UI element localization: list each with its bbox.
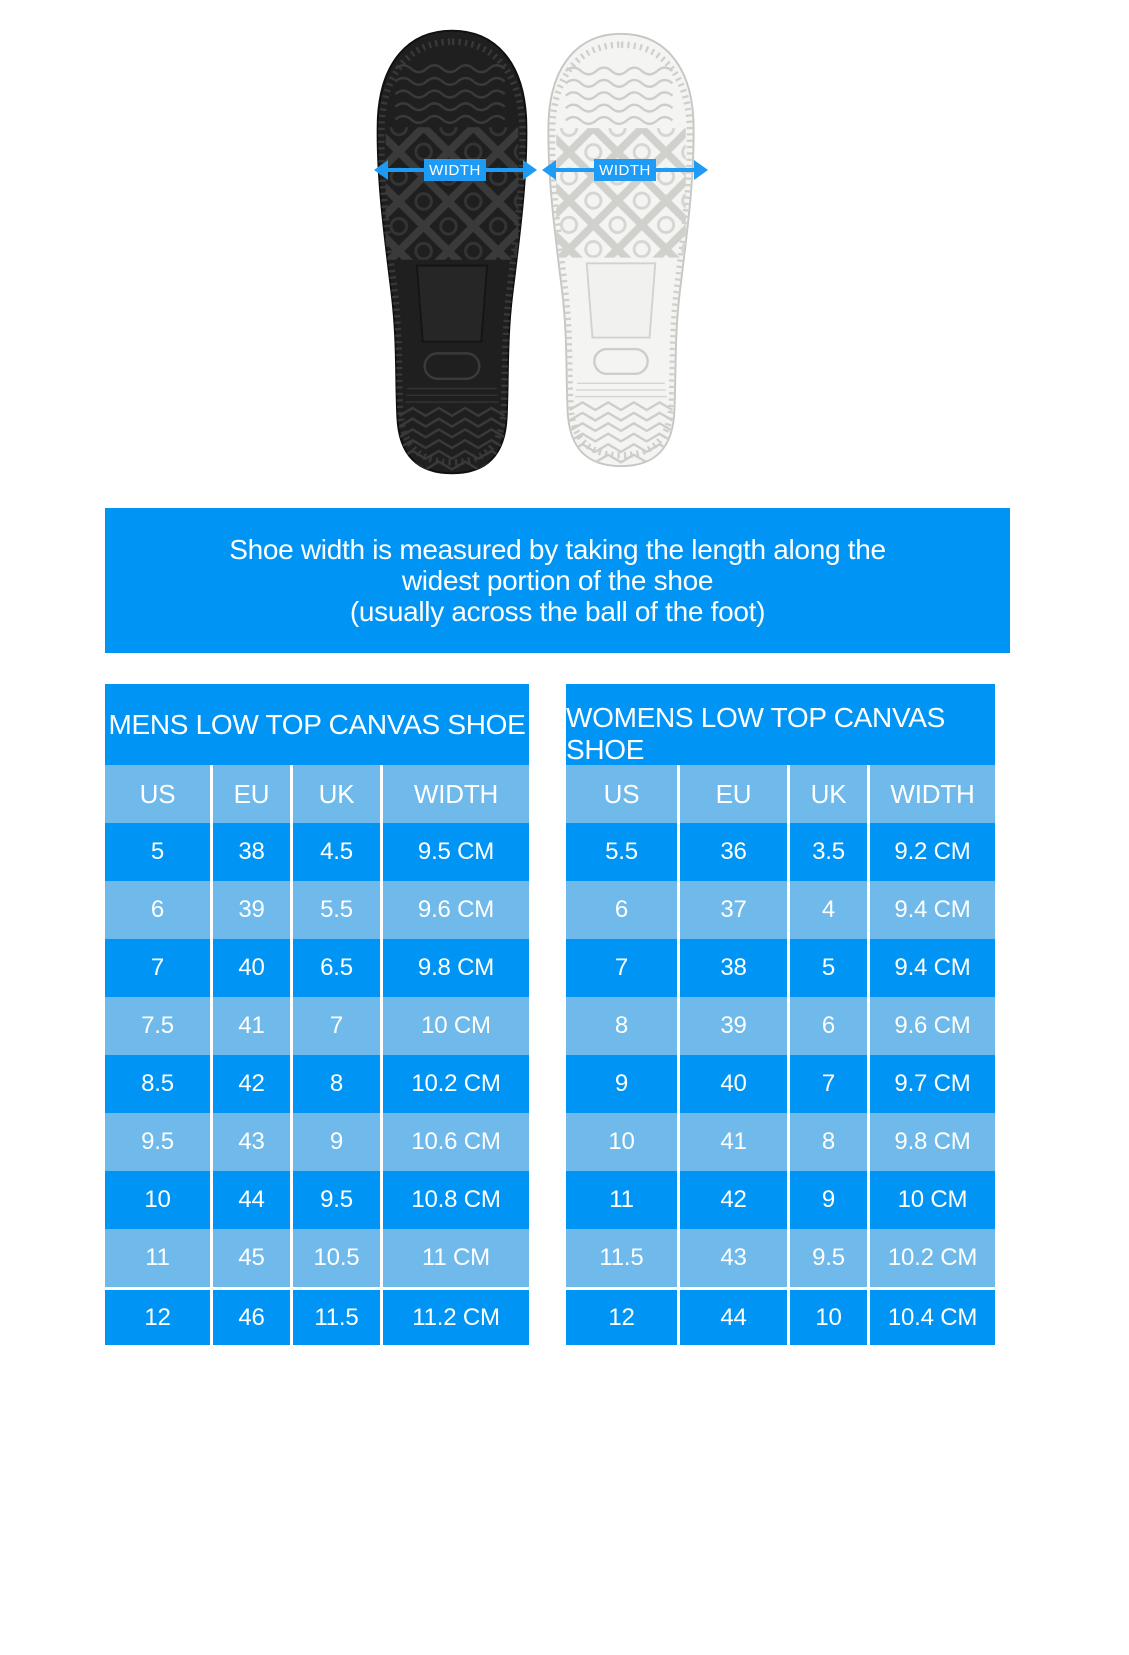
table-cell: 40 [677,1055,787,1113]
table-cell: 38 [210,823,290,881]
table-cell: 11 [609,1186,634,1213]
header-cell: US [139,778,176,809]
table-cell: 9.6 CM [380,881,529,939]
table-cell: 9 [787,1171,867,1229]
banner-line: Shoe width is measured by taking the length along the [229,534,886,565]
table-cell: 12 [608,1303,635,1331]
table-cell: 41 [677,1113,787,1171]
table-cell: 8 [614,1012,629,1039]
table-cell: 9.8 CM [867,1113,995,1171]
header-cell: EU [210,765,290,823]
table-cell: 8 [787,1113,867,1171]
table-row [105,1290,529,1345]
arrow-right-icon [694,160,708,180]
mens-size-table [105,684,529,1345]
header-cell: WIDTH [867,765,995,823]
table-row [105,823,529,881]
table-row [105,1113,529,1171]
table-cell: 10.4 CM [867,1290,995,1345]
table-cell: 5 [787,939,867,997]
table-row [105,1229,529,1287]
table-row [566,1229,995,1287]
table-cell: 9.8 CM [380,939,529,997]
table-row [566,1290,995,1345]
diamond-tread [556,128,685,257]
table-cell: 39 [677,997,787,1055]
table-cell: 10.2 CM [380,1055,529,1113]
table-cell: 6 [614,896,629,923]
table-cell: 41 [210,997,290,1055]
table-cell: 12 [144,1303,171,1331]
table-cell: 42 [677,1171,787,1229]
table-cell: 7 [150,954,165,981]
table-cell: 6.5 [290,939,380,997]
womens-size-table [566,684,995,1345]
table-title: WOMENS LOW TOP CANVAS SHOE [566,684,995,765]
table-cell: 10.8 CM [380,1171,529,1229]
banner-line: widest portion of the shoe [401,565,714,596]
table-cell: 38 [677,939,787,997]
header-cell: US [603,778,640,809]
header-cell: UK [787,765,867,823]
arrow-right-icon [523,160,537,180]
table-cell: 9.5 [141,1128,174,1155]
table-cell: 43 [210,1113,290,1171]
table-row [105,1171,529,1229]
table-cell: 40 [210,939,290,997]
table-header-row [566,765,995,823]
table-cell: 5.5 [290,881,380,939]
table-cell: 6 [150,896,165,923]
table-cell: 8 [290,1055,380,1113]
table-cell: 43 [677,1229,787,1287]
table-cell: 10.2 CM [867,1229,995,1287]
table-row [566,881,995,939]
white-sole-image [542,31,700,469]
table-cell: 10 [787,1290,867,1345]
table-cell: 7 [787,1055,867,1113]
table-cell: 9 [290,1113,380,1171]
table-cell: 36 [677,823,787,881]
table-cell: 44 [677,1290,787,1345]
header-cell: WIDTH [380,765,529,823]
table-cell: 11.2 CM [380,1290,529,1345]
table-cell: 7 [290,997,380,1055]
table-cell: 9.5 [787,1229,867,1287]
table-cell: 4.5 [290,823,380,881]
table-cell: 10 [608,1128,635,1155]
table-row [566,1171,995,1229]
table-cell: 3.5 [787,823,867,881]
header-cell: EU [677,765,787,823]
table-cell: 9.5 CM [380,823,529,881]
table-row [105,881,529,939]
width-arrow-white-sole [542,159,708,181]
table-title: MENS LOW TOP CANVAS SHOE [105,684,529,765]
table-cell: 9.4 CM [867,881,995,939]
table-cell: 10 CM [867,1171,995,1229]
table-cell: 7.5 [141,1012,174,1039]
table-cell: 46 [210,1290,290,1345]
table-cell: 9 [614,1070,629,1097]
table-header-row [105,765,529,823]
table-row [566,823,995,881]
table-row [105,997,529,1055]
diamond-tread [386,127,519,260]
table-cell: 10.6 CM [380,1113,529,1171]
table-row [105,939,529,997]
table-cell: 9.4 CM [867,939,995,997]
table-cell: 9.2 CM [867,823,995,881]
table-grid [105,765,529,1345]
table-cell: 8.5 [141,1070,174,1097]
table-cell: 4 [787,881,867,939]
table-row [566,939,995,997]
info-banner [105,508,1010,653]
table-grid [566,765,995,1345]
width-label: WIDTH [424,159,486,181]
table-cell: 7 [614,954,629,981]
table-cell: 6 [787,997,867,1055]
table-cell: 39 [210,881,290,939]
table-cell: 11 [145,1244,170,1271]
table-cell: 9.7 CM [867,1055,995,1113]
table-cell: 5.5 [605,838,638,865]
width-label: WIDTH [594,159,656,181]
table-cell: 9.5 [290,1171,380,1229]
table-cell: 11 CM [380,1229,529,1287]
table-row [566,997,995,1055]
banner-line: (usually across the ball of the foot) [349,596,766,627]
table-cell: 37 [677,881,787,939]
table-cell: 9.6 CM [867,997,995,1055]
width-arrow-black-sole [374,159,537,181]
table-row [566,1113,995,1171]
table-cell: 5 [150,838,165,865]
table-cell: 11.5 [599,1244,644,1271]
table-row [566,1055,995,1113]
table-cell: 11.5 [290,1290,380,1345]
shoe-soles-diagram [0,0,1129,500]
table-cell: 42 [210,1055,290,1113]
table-cell: 44 [210,1171,290,1229]
table-row [105,1055,529,1113]
table-cell: 10.5 [290,1229,380,1287]
table-cell: 10 [144,1186,171,1213]
header-cell: UK [290,765,380,823]
table-cell: 10 CM [380,997,529,1055]
table-cell: 45 [210,1229,290,1287]
black-sole-image [374,27,530,477]
